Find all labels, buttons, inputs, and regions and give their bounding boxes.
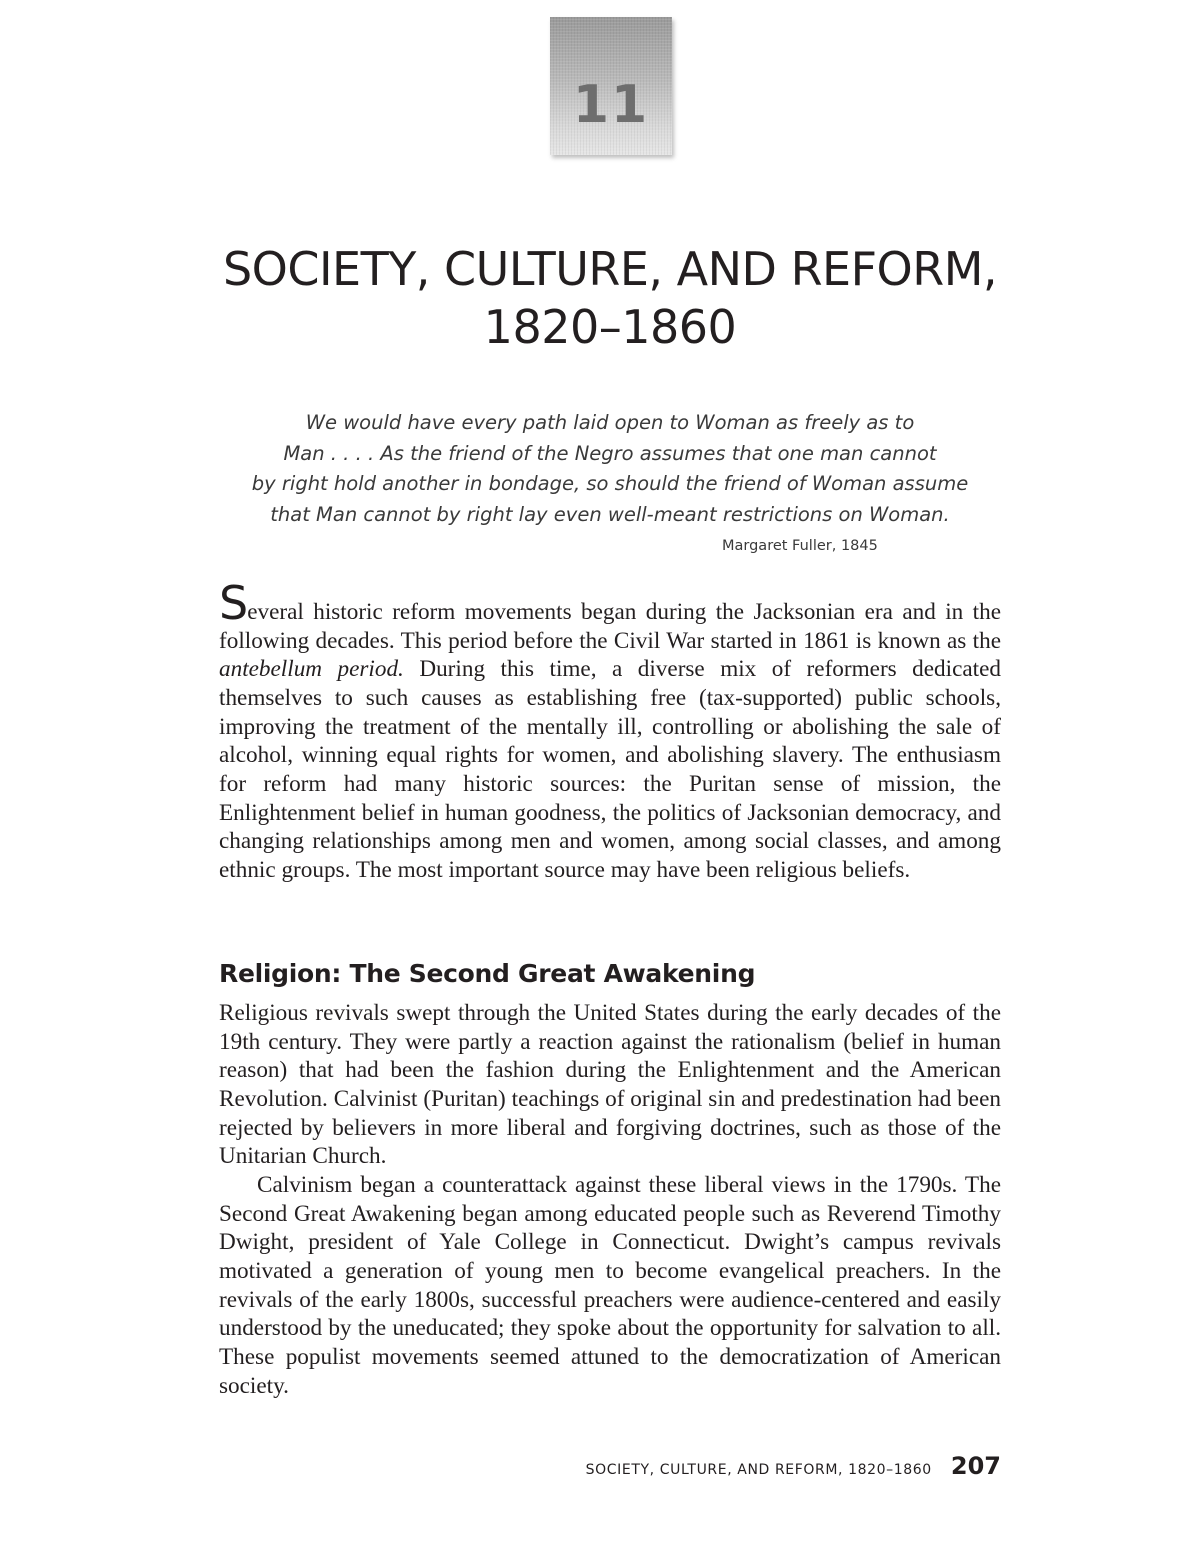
chapter-title (150, 240, 1070, 356)
section-body (219, 999, 1001, 1400)
chapter-number-box (550, 17, 672, 155)
chapter-number: 11 (572, 75, 650, 135)
antebellum-term: antebellum period. (219, 656, 404, 683)
body-paragraph: Religious revivals swept through the United States during the early decades of the 19th century. They were partly a reaction against the rationalism (belief in human reason) that had been the fashion during the Enlightenment and the American Revolution. Calvinist (Puritan) teachings of original sin and predestination had been rejected by believers in more liberal and forgiving doctrines, such as those of the Unitarian Church. (219, 1000, 1001, 1170)
page-footer (586, 1452, 1001, 1480)
running-title: SOCIETY, CULTURE, AND REFORM, 1820–1860 (585, 1462, 932, 1478)
epigraph-quote (220, 408, 1000, 530)
epigraph-line: by right hold another in bondage, so should the friend of Woman assume (251, 472, 969, 495)
chapter-title-line-2: 1820–1860 (483, 300, 737, 354)
chapter-title-line-1: SOCIETY, CULTURE, AND REFORM, (222, 242, 998, 296)
section-heading: Religion: The Second Great Awakening (219, 959, 756, 988)
page-number: 207 (950, 1452, 1001, 1480)
intro-text-end: During this time, a diverse mix of reformers dedicated themselves to such causes as establishing free (tax-supported) public schools, improving the treatment of the mentally ill, controlling or abolishing the sale of alcohol, winning equal rights for women, and abolishing slavery. The enthusiasm for reform had many historic sources: the Puritan sense of mission, the Enlightenment belief in human goodness, the politics of Jacksonian democracy, and changing relationships among men and women, among social classes, and among ethnic groups. The most important source may have been religious beliefs. (219, 656, 1001, 883)
epigraph-line: that Man cannot by right lay even well-meant restrictions on Woman. (270, 502, 950, 526)
intro-paragraph (219, 576, 1001, 885)
drop-cap: S (219, 576, 248, 630)
intro-text-start: everal historic reform movements began during the Jacksonian era and in the following decades. This period before the Civil War started in 1861 is known as the (219, 599, 1001, 654)
body-paragraph: Calvinism began a counterattack against these liberal views in the 1790s. The Second Great Awakening began among educated people such as Reverend Timothy Dwight, president of Yale College in Connecticut. Dwight’s campus revivals motivated a generation of young men to become evangelical preachers. In the revivals of the early 1800s, successful preachers were audience-centered and easily understood by the uneducated; they spoke about the opportunity for salvation to all. These populist movements seemed attuned to the democratization of American society. (219, 1171, 1001, 1399)
epigraph-attribution: Margaret Fuller, 1845 (722, 538, 878, 554)
epigraph-line: We would have every path laid open to Woman as freely as to (305, 411, 915, 434)
epigraph-line: Man . . . . As the friend of the Negro assumes that one man cannot (283, 441, 937, 465)
